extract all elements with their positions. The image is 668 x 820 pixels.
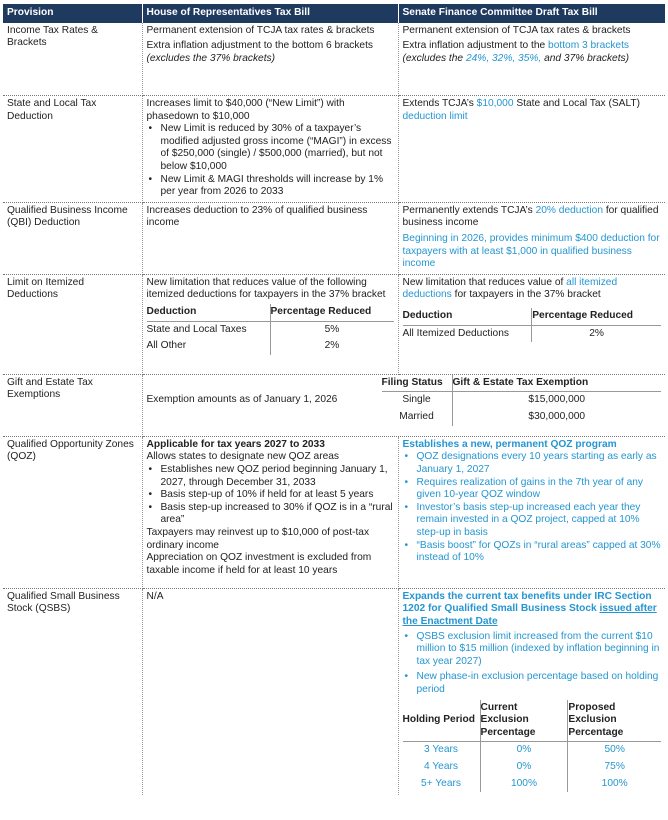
provision-label: Qualified Business Income (QBI) Deduction	[3, 202, 142, 274]
list-item: • Requires realization of gains in the 7th year of any given 10-year QOZ window	[403, 477, 662, 502]
provision-label: Limit on Itemized Deductions	[3, 274, 142, 374]
income-house-1: Permanent extension of TCJA tax rates & brackets	[146, 24, 375, 36]
table-row	[3, 274, 665, 374]
provision-label: Qualified Small Business Stock (QSBS)	[3, 588, 142, 795]
estate-table: Filing Status Gift & Estate Tax Exemption Single $15,000,000 Married $30,000,000	[382, 375, 662, 426]
qsbs-house: N/A	[142, 588, 398, 795]
list-item: • QOZ designations every 10 years starting as early as January 1, 2027	[403, 451, 662, 476]
table-header	[3, 4, 665, 23]
list-item: • Investor’s basis step-up increased each year they remain invested in a QOZ project, capped at 10% step-up in basis	[403, 502, 662, 540]
provision-label: State and Local Tax Deduction	[3, 96, 142, 203]
itemized-house-table: Deduction Percentage Reduced State and Local Taxes 5% All Other 2%	[147, 304, 394, 355]
list-item: • New Limit is reduced by 30% of a taxpayer’s modified adjusted gross income (“MAGI”) in excess of $250,000 (single) / $500,000 (married), but not below $10,000	[147, 123, 394, 173]
provision-label: Gift and Estate Tax Exemptions	[3, 374, 142, 436]
list-item: • New Limit & MAGI thresholds will increase by 1% per year from 2026 to 2033	[147, 174, 394, 199]
estate-text: Exemption amounts as of January 1, 2026	[146, 393, 338, 405]
header-provision: Provision	[3, 4, 142, 23]
income-house-2: Extra inflation adjustment to the bottom 6 brackets (excludes the 37% brackets)	[146, 40, 374, 64]
list-item: • QSBS exclusion limit increased from the current $10 million to $15 million (indexed by inflation beginning in tax year 2027)	[403, 631, 662, 669]
table-row	[3, 96, 665, 203]
qoz-senate-head: Establishes a new, permanent QOZ program	[402, 438, 617, 450]
header-house: House of Representatives Tax Bill	[142, 4, 398, 23]
list-item: • Basis step-up increased to 30% if QOZ is in a “rural area”	[147, 502, 394, 527]
provision-label: Income Tax Rates & Brackets	[3, 23, 142, 96]
qbi-house: Increases deduction to 23% of qualified business income	[142, 202, 398, 274]
income-senate-2: Extra inflation adjustment to the bottom 3 brackets (excludes the 24%, 32%, 35%, and 37% brackets)	[402, 40, 630, 64]
table-row	[3, 436, 665, 588]
list-item: • New phase-in exclusion percentage based on holding period	[403, 671, 662, 696]
list-item: • Establishes new QOZ period beginning January 1, 2027, through December 31, 2033	[147, 464, 394, 489]
table-row	[3, 202, 665, 274]
itemized-senate: New limitation that reduces value of all itemized deductions for taxpayers in the 37% bracket	[402, 276, 618, 301]
qbi-senate-2: Beginning in 2026, provides minimum $400 deduction for taxpayers with at least $1,000 in qualified business income	[402, 233, 660, 270]
qoz-house-p1: Taxpayers may reinvest up to $10,000 of post-tax ordinary income	[146, 526, 370, 551]
qbi-senate-1: Permanently extends TCJA’s 20% deduction for qualified business income	[402, 204, 659, 229]
itemized-senate-table: Deduction Percentage Reduced All Itemized Deductions 2%	[403, 308, 662, 342]
qoz-house-p2: Appreciation on QOZ investment is excluded from taxable income if held for at least 10 years	[146, 552, 372, 576]
salt-house-intro: Increases limit to $40,000 (“New Limit”) with phasedown to $10,000	[146, 98, 345, 122]
salt-senate: Extends TCJA’s $10,000 State and Local Tax (SALT) deduction limit	[402, 98, 640, 122]
qsbs-table: Holding Period Current Exclusion Percentage Proposed Exclusion Percentage 3 Years 0% 50% 4 Years 0% 75% 5+ Years 100% 100%	[403, 700, 662, 793]
table-row	[3, 23, 665, 96]
qsbs-senate-head: Expands the current tax benefits under IRC Section 1202 for Qualified Small Business Stock issued after the Enactment Date	[402, 590, 657, 627]
itemized-house: New limitation that reduces value of the following itemized deductions for taxpayers in the 37% bracket	[146, 276, 386, 301]
qoz-house-intro: Allows states to designate new QOZ areas	[146, 451, 340, 463]
table-row	[3, 588, 665, 795]
header-senate: Senate Finance Committee Draft Tax Bill	[398, 4, 665, 23]
provision-label: Qualified Opportunity Zones (QOZ)	[3, 436, 142, 588]
list-item: • Basis step-up of 10% if held for at least 5 years	[147, 489, 394, 502]
table-row	[3, 374, 665, 436]
provisions-table	[3, 4, 665, 795]
list-item: • “Basis boost” for QOZs in “rural areas” capped at 30% instead of 10%	[403, 540, 662, 565]
qoz-house-head: Applicable for tax years 2027 to 2033	[146, 438, 325, 450]
income-senate-1: Permanent extension of TCJA tax rates & brackets	[402, 24, 631, 36]
